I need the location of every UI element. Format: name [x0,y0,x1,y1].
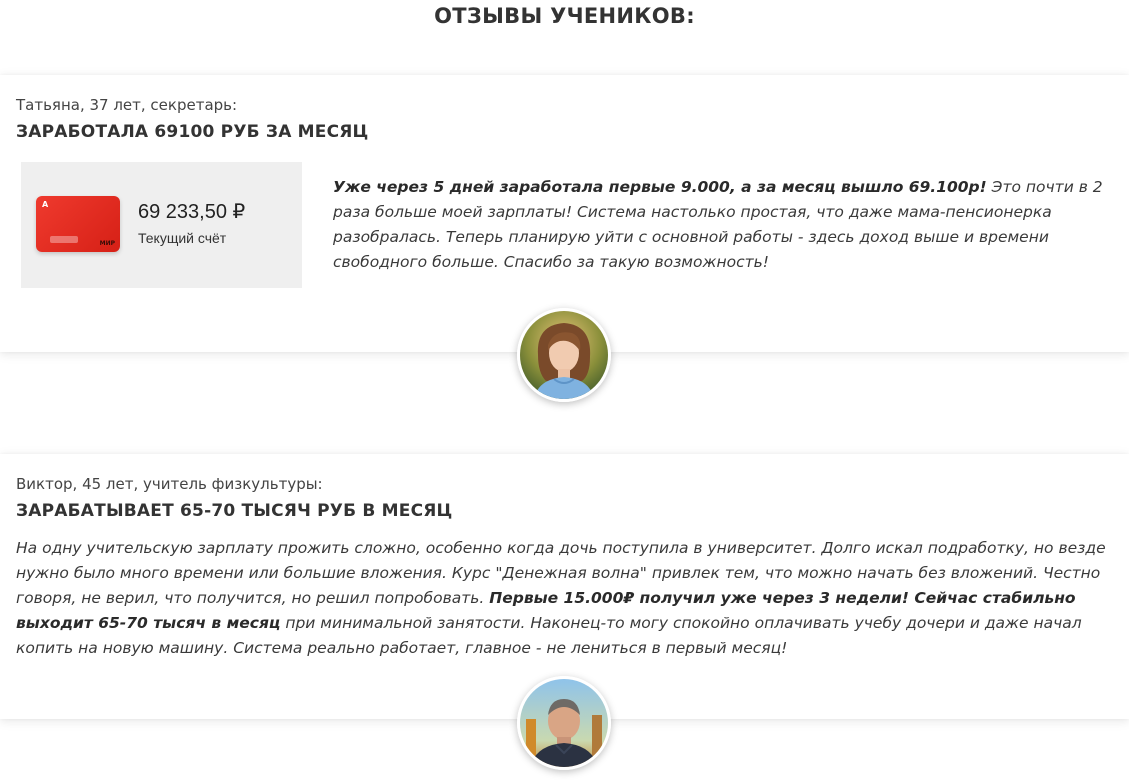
avatar-image [520,311,608,399]
bank-logo: A [42,200,49,209]
review-text-highlight: Первые 15.000₽ получил уже через 3 недели! Сейчас стабильно выходит 65-70 тысяч в месяц [16,589,1076,632]
woman-avatar-icon [517,308,611,402]
review-text-body: На одну учительскую зарплату прожить сложно, особенно когда дочь поступила в университет. Долго искал подработку, но везде нужно было много времени или большие вложения. Курс "Денежная волна" привлек тем, что можно начать без вложений. Честно говоря, не верил, что получится, но решил попробовать. [16,539,1106,607]
page-title: ОТЗЫВЫ УЧЕНИКОВ: [434,4,695,28]
avatar-image [520,679,608,767]
review-author: Виктор, 45 лет, учитель физкультуры: [16,475,323,493]
review-text [333,175,1113,275]
review-headline: ЗАРАБОТАЛА 69100 РУБ ЗА МЕСЯЦ [16,122,369,142]
review-text-body: Это почти в 2 раза больше моей зарплаты! Система настолько простая, что даже мама-пенсионерка разобралась. Теперь планирую уйти с основной работы - здесь доход выше и времени свободного больше. Спасибо за такую возможность! [333,178,1103,271]
review-text-body: при минимальной занятости. Наконец-то могу спокойно оплачивать учебу дочери и даже начал копить на новую машину. Система реально работает, главное - не лениться в первый месяц! [16,614,1082,657]
earnings-screenshot [21,162,302,288]
man-avatar-icon [517,676,611,770]
card-number-blur [50,236,78,243]
review-headline: ЗАРАБАТЫВАЕТ 65-70 ТЫСЯЧ РУБ В МЕСЯЦ [16,501,453,521]
account-balance: 69 233,50 ₽ [138,201,246,223]
account-label: Текущий счёт [138,230,227,246]
review-text-highlight: Уже через 5 дней заработала первые 9.000, а за месяц вышло 69.100р! [333,178,987,196]
review-author: Татьяна, 37 лет, секретарь: [16,96,238,114]
bank-card-icon [36,196,120,252]
review-text [16,536,1111,661]
payment-system-label: МИР [99,240,115,247]
